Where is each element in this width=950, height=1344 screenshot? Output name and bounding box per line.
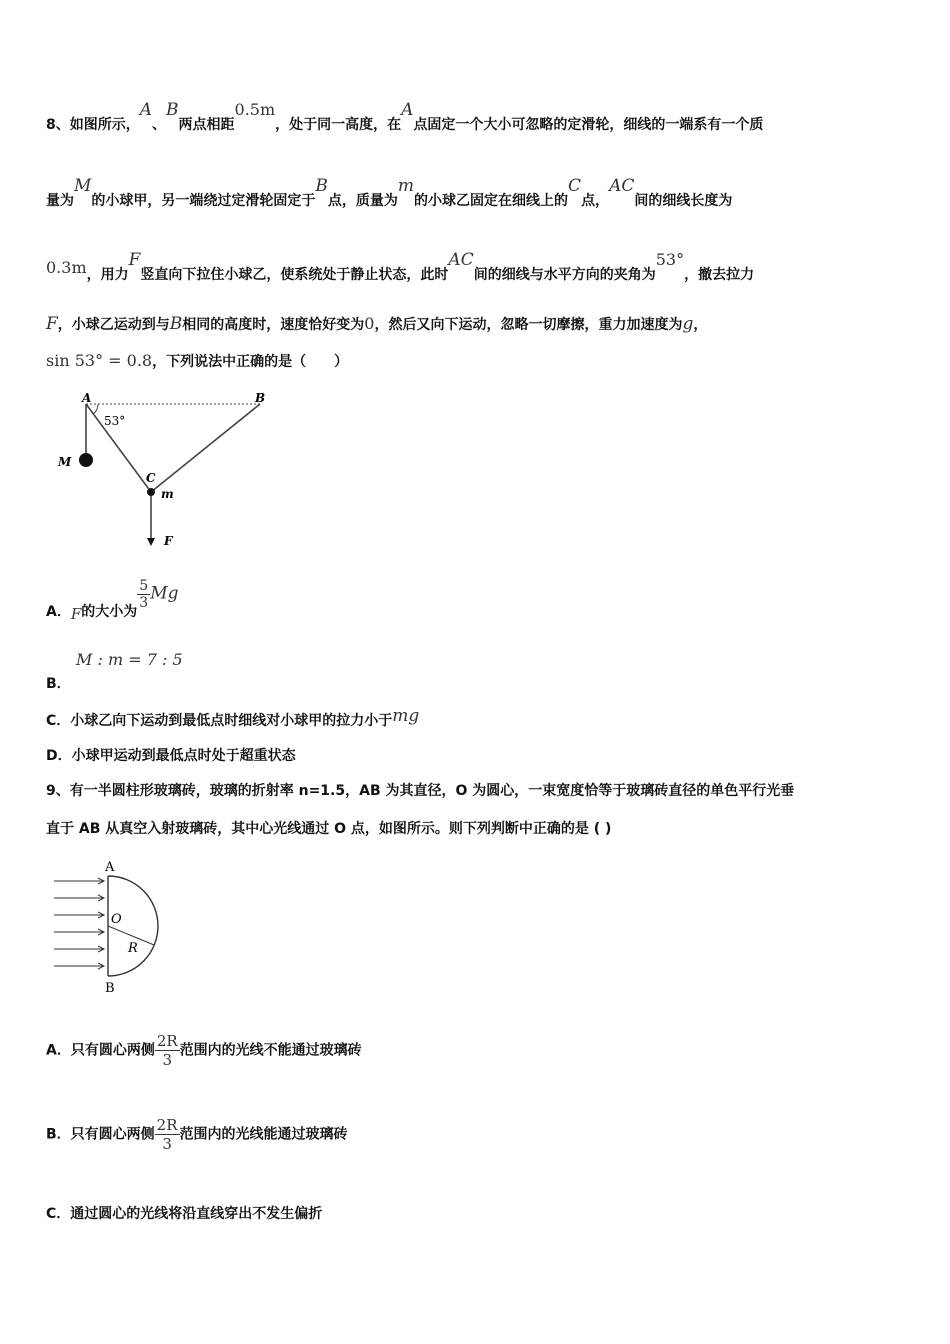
q8-text: 8、如图所示， <box>46 117 140 133</box>
q9-option-b[interactable]: B．只有圆心两侧 $\frac{2R}{3}$ 范围内的光线能通过玻璃砖 <box>46 1116 348 1153</box>
q8-line-5: sin 53° = 0.8，下列说法中正确的是（ ） <box>46 351 349 370</box>
var-F: F <box>46 314 58 334</box>
fraction-2r-3: $\frac{2R}{3}$ <box>156 1032 178 1069</box>
q8-option-c[interactable]: C．小球乙向下运动到最低点时细线对小球甲的拉力小于mg <box>46 706 420 729</box>
q9-line-1: 9、有一半圆柱形玻璃砖，玻璃的折射率 n=1.5，AB 为其直径，O 为圆心，一束宽度恰等于玻璃砖直径的单色平行光垂 <box>46 783 795 799</box>
q8-line-3: 0.3m，用力F竖直向下拉住小球乙，使系统处于静止状态，此时AC间的细线与水平方向的夹角为53°，撤去拉力 <box>46 250 755 283</box>
sin-formula: sin 53° = 0.8 <box>46 351 153 370</box>
var-F: F <box>70 604 82 623</box>
option-label: A． <box>46 603 71 620</box>
option-label: C． <box>46 713 71 729</box>
option-label: A． <box>46 1042 71 1059</box>
label-M: M <box>58 455 72 469</box>
var-M: M <box>74 176 92 196</box>
ratio-formula: M : m = 7 : 5 <box>76 650 183 669</box>
fraction-5-3: $\frac{5}{3}$ <box>139 578 149 611</box>
var-AC: AC <box>448 250 474 270</box>
q8-option-d[interactable]: D．小球甲运动到最低点时处于超重状态 <box>46 748 296 764</box>
var-B: B <box>166 100 179 120</box>
zero-value: 0 <box>364 314 375 333</box>
var-m: m <box>397 176 415 196</box>
var-A: A <box>139 100 153 120</box>
label-R: R <box>128 941 138 956</box>
q8-line-1: 8、如图所示，A、B两点相距0.5m，处于同一高度，在A点固定一个大小可忽略的定滑轮，细线的一端系有一个质 <box>46 100 764 133</box>
angle-arc <box>93 404 98 414</box>
label-A: A <box>105 860 115 875</box>
q8-line-2: 量为M的小球甲，另一端绕过定滑轮固定于B点，质量为m的小球乙固定在细线上的C点，AC间的细线长度为 <box>46 176 733 209</box>
label-m: m <box>161 487 174 501</box>
var-A: A <box>401 100 414 120</box>
q8-option-a[interactable]: A．F的大小为 $\frac{5}{3}$ Mg <box>46 578 179 623</box>
q8-option-b[interactable] <box>46 650 183 693</box>
var-Mg: Mg <box>150 583 179 604</box>
distance-value: 0.5m <box>234 100 276 119</box>
glass-brick-figure <box>48 856 178 1001</box>
ball-m <box>147 488 155 496</box>
label-B: B <box>105 981 115 996</box>
pulley-figure <box>50 388 290 558</box>
label-angle: 53° <box>104 414 126 428</box>
option-label: B． <box>46 1126 71 1143</box>
option-label: C． <box>46 1206 71 1222</box>
force-arrowhead <box>147 538 155 546</box>
angle-value: 53° <box>655 250 685 269</box>
option-label: D． <box>46 748 72 764</box>
label-B: B <box>255 391 266 405</box>
fraction-2r-3: $\frac{2R}{3}$ <box>156 1116 178 1153</box>
var-AC: AC <box>609 176 635 196</box>
string-cb <box>151 404 260 492</box>
label-O: O <box>111 912 122 927</box>
ball-M <box>79 453 93 467</box>
label-C: C <box>146 471 156 485</box>
q9-line-2: 直于 AB 从真空入射玻璃砖，其中心光线通过 O 点，如图所示。则下列判断中正确的是 ( ) <box>46 821 612 837</box>
option-label: B． <box>46 676 71 692</box>
var-mg: mg <box>392 706 420 726</box>
q8-line-4: F，小球乙运动到与B相同的高度时，速度恰好变为0，然后又向下运动，忽略一切摩擦，重力加速度为g， <box>46 314 708 334</box>
var-F: F <box>128 250 141 270</box>
label-F: F <box>164 534 173 548</box>
var-C: C <box>568 176 582 196</box>
var-B: B <box>315 176 328 196</box>
length-value: 0.3m <box>46 258 87 277</box>
label-A: A <box>82 391 92 405</box>
q9-option-c[interactable]: C．通过圆心的光线将沿直线穿出不发生偏折 <box>46 1206 323 1222</box>
var-g: g <box>682 314 694 334</box>
incident-rays <box>54 878 104 969</box>
q9-option-a[interactable]: A．只有圆心两侧 $\frac{2R}{3}$ 范围内的光线不能通过玻璃砖 <box>46 1032 362 1069</box>
var-B: B <box>169 314 183 334</box>
